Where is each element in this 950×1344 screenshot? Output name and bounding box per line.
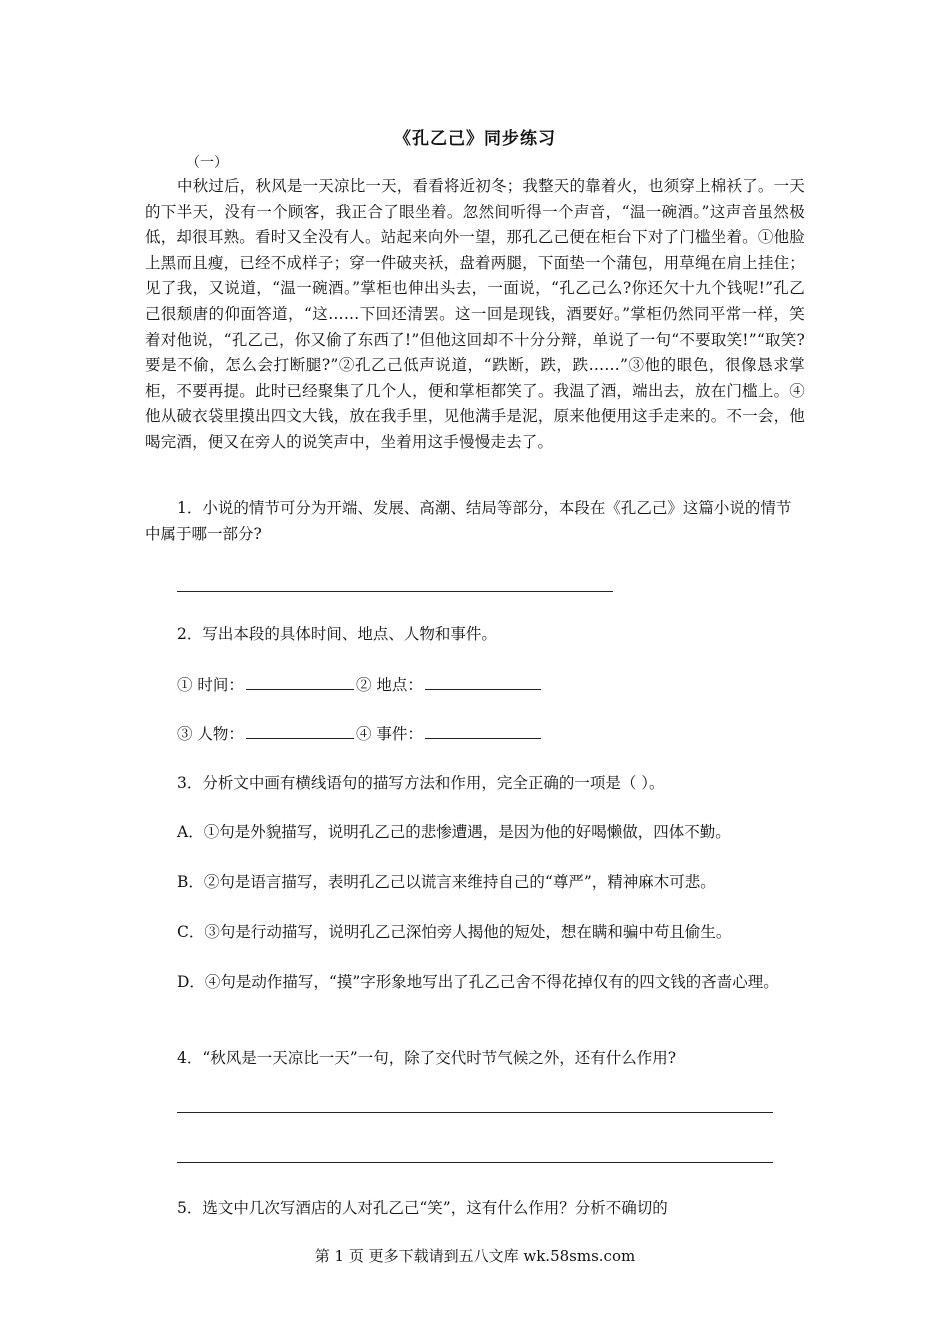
q2-event-blank [425,724,541,739]
page-footer: 第 1 页 更多下载请到五八文库 wk.58sms.com [314,1247,636,1265]
q2-people-label: ③ 人物： [177,725,244,743]
q2-place-label: ② 地点： [355,676,423,694]
answer-line-q4-1 [177,1112,773,1113]
question-4: 4．“秋风是一天凉比一天”一句，除了交代时节气候之外，还有什么作用? [177,1049,677,1067]
q3-option-b: B．②句是语言描写，表明孔乙己以谎言来维持自己的“尊严”，精神麻木可悲。 [177,873,716,891]
reading-passage: 中秋过后，秋风是一天凉比一天，看看将近初冬；我整天的靠着火，也须穿上棉袄了。一天的下半天，没有一个顾客，我正合了眼坐着。忽然间听得一个声音，“温一碗酒。”这声音虽然极低，却很耳熟。看时又全没有人。站起来向外一望，那孔乙己便在柜台下对了门槛坐着。①他脸上黑而且瘦，已经不成样子；穿一件破夹袄，盘着两腿，下面垫一个蒲包，用草绳在肩上挂住；见了我，又说道，“温一碗酒。”掌柜也伸出头去，一面说，“孔乙己么?你还欠十九个钱呢!”孔乙己很颓唐的仰面答道，“这……下回还清罢。这一回是现钱，酒要好。”掌柜仍然同平常一样，笑着对他说，“孔乙己，你又偷了东西了!”但他这回却不十分分辩，单说了一句“不要取笑!”“取笑?要是不偷，怎么会打断腿?”②孔乙己低声说道，“跌断，跌，跌……”③他的眼色，很像恳求掌柜，不要再提。此时已经聚集了几个人，便和掌柜都笑了。我温了酒，端出去，放在门槛上。④他从破衣袋里摸出四文大钱，放在我手里，见他满手是泥，原来他便用这手走来的。不一会，他喝完酒，便又在旁人的说笑声中，坐着用这手慢慢走去了。 [145,177,806,451]
q3-option-a: A．①句是外貌描写，说明孔乙己的悲惨遭遇，是因为他的好喝懒做，四体不勤。 [177,823,731,841]
answer-line-q1 [177,591,613,592]
q2-event-label: ④ 事件： [355,725,423,743]
question-1: 1．小说的情节可分为开端、发展、高潮、结局等部分，本段在《孔乙己》这篇小说的情节中属于哪一部分? [145,499,792,543]
question-2-row-1 [177,673,837,699]
q2-place-blank [425,675,541,690]
q2-people-blank [246,724,354,739]
q3-option-d: D．④句是动作描写，“摸”字形象地写出了孔乙己舍不得花掉仅有的四文钱的吝啬心理。 [177,973,779,991]
question-2-row-2 [177,722,837,748]
q3-option-c: C．③句是行动描写，说明孔乙己深怕旁人揭他的短处，想在瞒和骗中苟且偷生。 [177,923,732,941]
page-title: 《孔乙己》同步练习 [394,129,556,149]
question-3: 3．分析文中画有横线语句的描写方法和作用，完全正确的一项是（ ）。 [177,774,665,792]
answer-line-q4-2 [177,1162,773,1163]
q2-time-label: ① 时间： [177,676,244,694]
section-label: （一） [186,155,228,171]
q2-time-blank [246,675,354,690]
question-2: 2．写出本段的具体时间、地点、人物和事件。 [177,625,497,643]
question-5: 5．选文中几次写酒店的人对孔乙己“笑”，这有什么作用？分析不确切的 [177,1199,668,1217]
